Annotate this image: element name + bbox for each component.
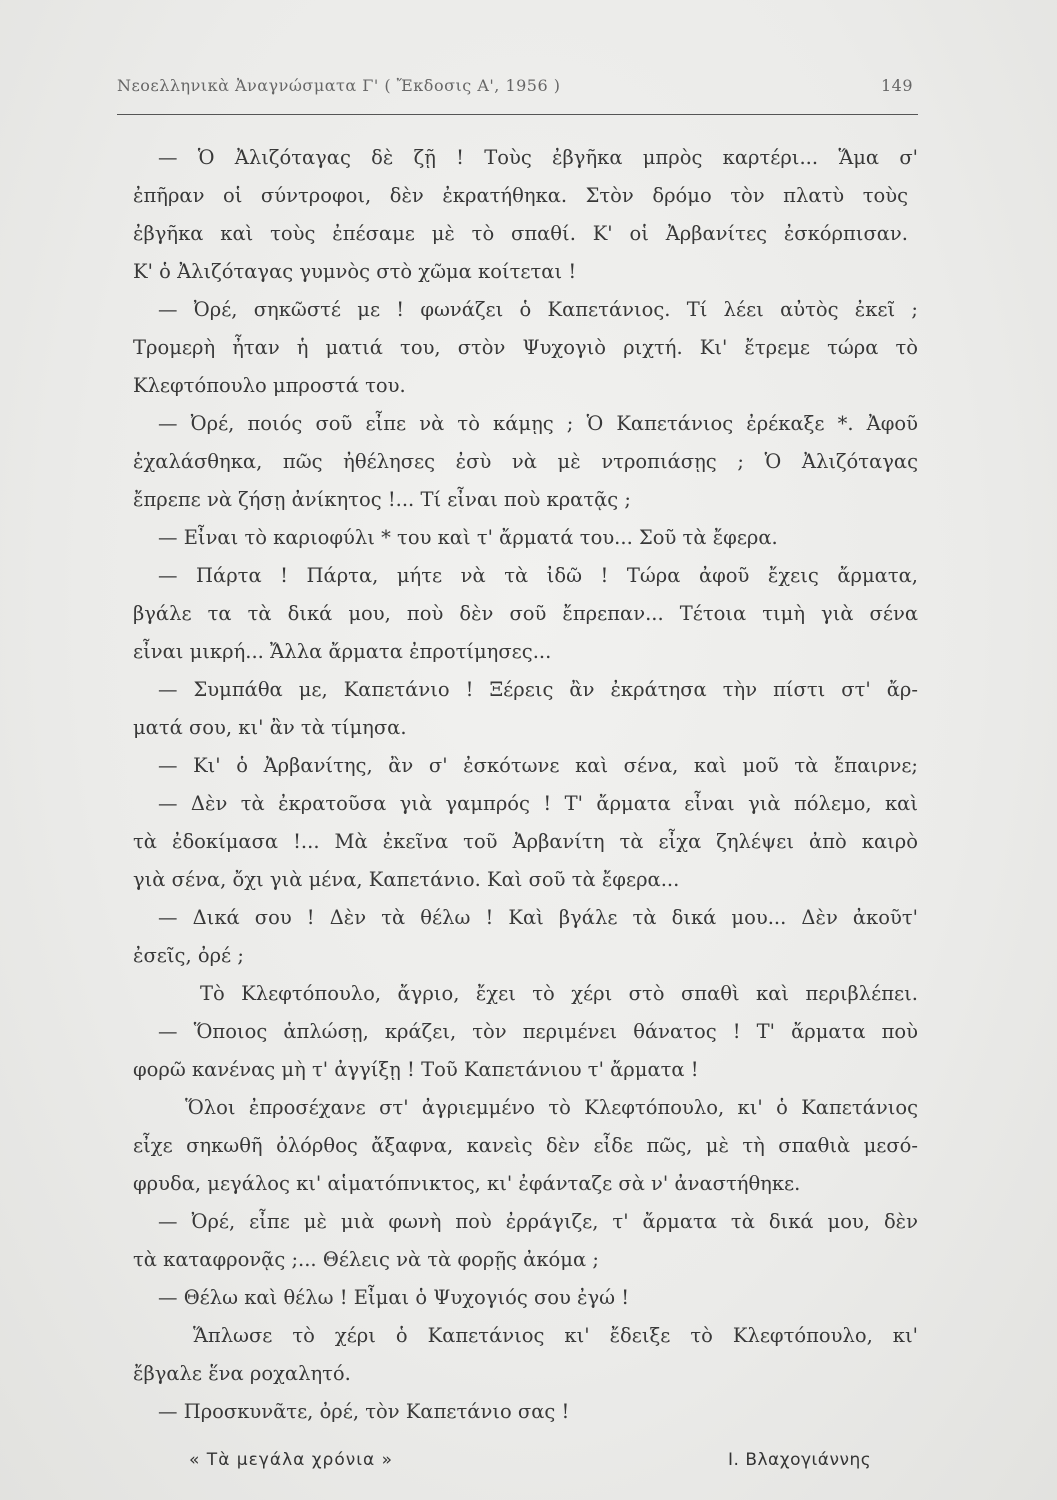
- text-line: βγάλε τα τὰ δικά μου, ποὺ δὲν σοῦ ἔπρεπαν... Τέτοια τιμὴ γιὰ σένα: [133, 602, 918, 625]
- text-line: τὰ ἐδοκίμασα !... Μὰ ἐκεῖνα τοῦ Ἀρβανίτη τὰ εἶχα ζηλέψει ἀπὸ καιρὸ: [133, 830, 918, 853]
- text-line: εἶχε σηκωθῆ ὀλόρθος ἄξαφνα, κανεὶς δὲν εἶδε πῶς, μὲ τὴ σπαθιὰ μεσό-: [133, 1134, 918, 1157]
- text-line: — Προσκυνᾶτε, ὀρέ, τὸν Καπετάνιο σας !: [158, 1400, 570, 1423]
- text-line: Κλεφτόπουλο μπροστά του.: [133, 374, 406, 397]
- text-line: — Πάρτα ! Πάρτα, μήτε νὰ τὰ ἰδῶ ! Τώρα ἀφοῦ ἔχεις ἄρματα,: [158, 564, 918, 587]
- text-line: — Εἶναι τὸ καριοφύλι * του καὶ τ' ἄρματά του... Σοῦ τὰ ἔφερα.: [158, 526, 778, 549]
- text-line: ματά σου, κι' ἂν τὰ τίμησα.: [133, 716, 407, 739]
- text-line: — Ὀρέ, σηκῶστέ με ! φωνάζει ὁ Καπετάνιος. Τί λέει αὐτὸς ἐκεῖ ;: [158, 298, 918, 321]
- text-line: — Θέλω καὶ θέλω ! Εἶμαι ὁ Ψυχογιός σου ἐγώ !: [158, 1286, 630, 1309]
- text-line: ἐβγῆκα καὶ τοὺς ἐπέσαμε μὲ τὸ σπαθί. Κ' οἱ Ἀρβανίτες ἐσκόρπισαν.: [133, 222, 908, 245]
- text-line: — Δικά σου ! Δὲν τὰ θέλω ! Καὶ βγάλε τὰ δικά μου... Δὲν ἀκοῦτ': [158, 906, 918, 929]
- text-line: Κ' ὁ Ἀλιζόταγας γυμνὸς στὸ χῶμα κοίτεται !: [133, 260, 577, 283]
- text-line: εἶναι μικρή... Ἄλλα ἄρματα ἐπροτίμησες...: [133, 640, 552, 663]
- page-number: 149: [880, 76, 913, 95]
- header-rule: [117, 114, 918, 115]
- text-line: τὰ καταφρονᾷς ;... Θέλεις νὰ τὰ φορῇς ἀκόμα ;: [133, 1248, 599, 1271]
- page-footer: [0, 1450, 1057, 1480]
- page-header: [117, 74, 913, 100]
- author-name: Ι. Βλαχογιάννης: [728, 1450, 872, 1470]
- text-line: ἐπῆραν οἱ σύντροφοι, δὲν ἐκρατήθηκα. Στὸν δρόμο τὸν πλατὺ τοὺς: [133, 184, 908, 207]
- text-line: ἔπρεπε νὰ ζήσῃ ἀνίκητος !... Τί εἶναι ποὺ κρατᾷς ;: [133, 488, 631, 511]
- text-line: — Ὀρέ, ποιός σοῦ εἶπε νὰ τὸ κάμῃς ; Ὁ Καπετάνιος ἐρέκαξε *. Ἀφοῦ: [158, 412, 918, 435]
- text-line: — Δὲν τὰ ἐκρατοῦσα γιὰ γαμπρός ! Τ' ἄρματα εἶναι γιὰ πόλεμο, καὶ: [158, 792, 918, 815]
- text-line: — Ὀρέ, εἶπε μὲ μιὰ φωνὴ ποὺ ἐρράγιζε, τ' ἄρματα τὰ δικά μου, δὲν: [158, 1210, 918, 1233]
- text-line: ἐσεῖς, ὀρέ ;: [133, 944, 244, 967]
- text-line: — Ὅποιος ἁπλώσῃ, κράζει, τὸν περιμένει θάνατος ! Τ' ἄρματα ποὺ: [158, 1020, 918, 1043]
- running-title: Νεοελληνικὰ Ἀναγνώσματα Γ' ( Ἔκδοσις Α', 1956 ): [117, 76, 561, 95]
- source-title: « Τὰ μεγάλα χρόνια »: [189, 1450, 394, 1470]
- text-line: Τὸ Κλεφτόπουλο, ἄγριο, ἔχει τὸ χέρι στὸ σπαθὶ καὶ περιβλέπει.: [200, 982, 918, 1005]
- text-line: — Ὁ Ἀλιζόταγας δὲ ζῇ ! Τοὺς ἐβγῆκα μπρὸς καρτέρι... Ἅμα σ': [158, 146, 918, 169]
- text-line: ἔβγαλε ἕνα ροχαλητό.: [133, 1362, 351, 1385]
- text-line: φρυδα, μεγάλος κι' αἱματόπνικτος, κι' ἐφάνταζε σὰ ν' ἀναστήθηκε.: [133, 1172, 801, 1195]
- text-line: Ἅπλωσε τὸ χέρι ὁ Καπετάνιος κι' ἔδειξε τὸ Κλεφτόπουλο, κι': [193, 1324, 918, 1347]
- text-line: — Συμπάθα με, Καπετάνιο ! Ξέρεις ἂν ἐκράτησα τὴν πίστι στ' ἄρ-: [158, 678, 918, 701]
- text-line: φορῶ κανένας μὴ τ' ἀγγίξῃ ! Τοῦ Καπετάνιου τ' ἄρματα !: [133, 1058, 699, 1081]
- text-line: — Κι' ὁ Ἀρβανίτης, ἂν σ' ἐσκότωνε καὶ σένα, καὶ μοῦ τὰ ἔπαιρνε;: [158, 754, 918, 777]
- text-line: Ὅλοι ἐπροσέχανε στ' ἀγριεμμένο τὸ Κλεφτόπουλο, κι' ὁ Καπετάνιος: [185, 1096, 918, 1119]
- text-line: γιὰ σένα, ὄχι γιὰ μένα, Καπετάνιο. Καὶ σοῦ τὰ ἔφερα...: [133, 868, 680, 891]
- text-line: Τρομερὴ ἦταν ἡ ματιά του, στὸν Ψυχογιὸ ριχτή. Κι' ἔτρεμε τώρα τὸ: [133, 336, 918, 359]
- text-line: ἐχαλάσθηκα, πῶς ἠθέλησες ἐσὺ νὰ μὲ ντροπιάσῃς ; Ὁ Ἀλιζόταγας: [133, 450, 918, 473]
